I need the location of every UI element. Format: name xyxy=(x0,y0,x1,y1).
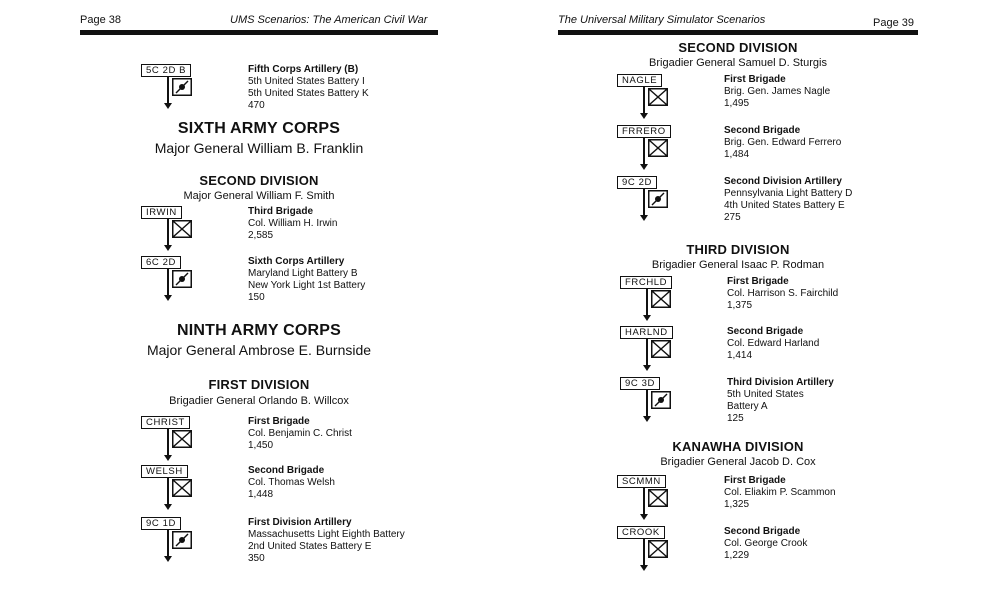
unit-strength: 275 xyxy=(724,212,741,223)
infantry-symbol-icon xyxy=(172,220,192,238)
unit-detail: 5th United States xyxy=(727,389,804,400)
unit-staff-arrow xyxy=(643,488,645,515)
artillery-symbol-icon xyxy=(172,78,192,96)
unit-strength: 1,484 xyxy=(724,149,750,160)
unit-entry xyxy=(620,326,950,372)
unit-staff-arrow xyxy=(643,87,645,114)
unit-name: Second Brigade xyxy=(727,326,804,337)
unit-entry xyxy=(141,64,481,110)
division-commander: Brigadier General Jacob D. Cox xyxy=(660,456,816,468)
division-title: SECOND DIVISION xyxy=(678,40,798,55)
division-title: SECOND DIVISION xyxy=(199,173,319,188)
unit-detail: Pennsylvania Light Battery D xyxy=(724,188,853,199)
unit-entry xyxy=(617,74,947,120)
infantry-symbol-icon xyxy=(648,540,668,558)
infantry-symbol-icon xyxy=(648,88,668,106)
unit-entry xyxy=(617,176,947,222)
division-title: KANAWHA DIVISION xyxy=(672,439,804,454)
infantry-symbol-icon xyxy=(172,479,192,497)
corps-commander: Major General William B. Franklin xyxy=(154,140,364,156)
unit-strength: 1,495 xyxy=(724,98,750,109)
infantry-symbol-icon xyxy=(648,489,668,507)
unit-entry xyxy=(617,526,947,572)
corps-commander: Major General Ambrose E. Burnside xyxy=(146,342,372,358)
unit-strength: 2,585 xyxy=(248,230,274,241)
division-title: FIRST DIVISION xyxy=(208,377,310,392)
unit-entry xyxy=(620,276,950,322)
unit-detail: Massachusetts Light Eighth Battery xyxy=(248,529,405,540)
unit-name: Second Brigade xyxy=(724,526,801,537)
unit-staff-arrow xyxy=(167,429,169,456)
unit-strength: 125 xyxy=(727,413,744,424)
header-rule xyxy=(558,30,918,35)
unit-counter-tag: 9C 2D xyxy=(617,176,657,189)
unit-entry xyxy=(141,517,481,563)
corps-title: NINTH ARMY CORPS xyxy=(176,322,342,339)
unit-name: First Brigade xyxy=(724,74,786,85)
unit-detail: Col. Eliakim P. Scammon xyxy=(724,487,836,498)
unit-detail: 5th United States Battery I xyxy=(248,76,365,87)
division-commander: Major General William F. Smith xyxy=(183,190,335,202)
artillery-symbol-icon xyxy=(172,531,192,549)
unit-counter-tag: CHRIST xyxy=(141,416,190,429)
unit-staff-arrow xyxy=(167,530,169,557)
unit-detail: New York Light 1st Battery xyxy=(248,280,366,291)
unit-detail: 4th United States Battery E xyxy=(724,200,845,211)
unit-name: Second Division Artillery xyxy=(724,176,842,187)
unit-strength: 150 xyxy=(248,292,265,303)
unit-name: Third Brigade xyxy=(248,206,314,217)
unit-detail: Col. Edward Harland xyxy=(727,338,820,349)
unit-detail: Col. William H. Irwin xyxy=(248,218,338,229)
running-title: The Universal Military Simulator Scenarios xyxy=(558,14,766,26)
unit-staff-arrow xyxy=(646,390,648,417)
unit-counter-tag: CROOK xyxy=(617,526,665,539)
page-number: Page 39 xyxy=(873,17,914,29)
unit-detail: Col. Benjamin C. Christ xyxy=(248,428,352,439)
unit-detail: Brig. Gen. James Nagle xyxy=(724,86,831,97)
unit-counter-tag: HARLND xyxy=(620,326,673,339)
unit-name: First Division Artillery xyxy=(248,517,352,528)
division-title: THIRD DIVISION xyxy=(686,242,790,257)
unit-strength: 1,448 xyxy=(248,489,274,500)
unit-staff-arrow xyxy=(167,77,169,104)
unit-staff-arrow xyxy=(646,289,648,316)
unit-detail: 2nd United States Battery E xyxy=(248,541,372,552)
unit-entry xyxy=(617,125,947,171)
unit-name: First Brigade xyxy=(727,276,789,287)
unit-staff-arrow xyxy=(643,138,645,165)
unit-detail: Col. George Crook xyxy=(724,538,808,549)
unit-counter-tag: 9C 3D xyxy=(620,377,660,390)
unit-detail: Col. Thomas Welsh xyxy=(248,477,335,488)
unit-entry xyxy=(141,416,481,462)
unit-name: Third Division Artillery xyxy=(727,377,834,388)
unit-name: Second Brigade xyxy=(248,465,325,476)
unit-staff-arrow xyxy=(643,539,645,566)
unit-counter-tag: WELSH xyxy=(141,465,188,478)
unit-strength: 470 xyxy=(248,100,265,111)
unit-strength: 350 xyxy=(248,553,265,564)
unit-entry xyxy=(617,475,947,521)
unit-name: First Brigade xyxy=(724,475,786,486)
unit-name: Fifth Corps Artillery (B) xyxy=(248,64,359,75)
unit-strength: 1,375 xyxy=(727,300,753,311)
artillery-symbol-icon xyxy=(648,190,668,208)
division-commander: Brigadier General Orlando B. Willcox xyxy=(169,395,349,407)
running-title: UMS Scenarios: The American Civil War xyxy=(230,14,428,26)
division-commander: Brigadier General Isaac P. Rodman xyxy=(651,259,825,271)
unit-staff-arrow xyxy=(167,478,169,505)
unit-staff-arrow xyxy=(167,219,169,246)
unit-detail: Maryland Light Battery B xyxy=(248,268,358,279)
unit-counter-tag: 9C 1D xyxy=(141,517,181,530)
infantry-symbol-icon xyxy=(172,430,192,448)
unit-name: Second Brigade xyxy=(724,125,801,136)
unit-strength: 1,229 xyxy=(724,550,750,561)
infantry-symbol-icon xyxy=(648,139,668,157)
unit-staff-arrow xyxy=(646,339,648,366)
unit-name: First Brigade xyxy=(248,416,310,427)
corps-title: SIXTH ARMY CORPS xyxy=(177,120,341,137)
unit-name: Sixth Corps Artillery xyxy=(248,256,345,267)
division-commander: Brigadier General Samuel D. Sturgis xyxy=(649,57,827,69)
unit-counter-tag: SCMMN xyxy=(617,475,666,488)
unit-staff-arrow xyxy=(167,269,169,296)
unit-entry xyxy=(141,206,481,252)
unit-entry xyxy=(141,465,481,511)
unit-detail: Battery A xyxy=(727,401,768,412)
unit-strength: 1,450 xyxy=(248,440,274,451)
unit-counter-tag: FRRERO xyxy=(617,125,671,138)
infantry-symbol-icon xyxy=(651,340,671,358)
unit-detail: 5th United States Battery K xyxy=(248,88,369,99)
unit-counter-tag: IRWIN xyxy=(141,206,182,219)
unit-entry xyxy=(141,256,481,302)
unit-strength: 1,325 xyxy=(724,499,750,510)
artillery-symbol-icon xyxy=(172,270,192,288)
page-number: Page 38 xyxy=(80,14,121,26)
unit-staff-arrow xyxy=(643,189,645,216)
artillery-symbol-icon xyxy=(651,391,671,409)
unit-detail: Col. Harrison S. Fairchild xyxy=(727,288,839,299)
unit-counter-tag: 6C 2D xyxy=(141,256,181,269)
unit-counter-tag: NAGLE xyxy=(617,74,662,87)
unit-strength: 1,414 xyxy=(727,350,753,361)
unit-counter-tag: 5C 2D B xyxy=(141,64,191,77)
unit-detail: Brig. Gen. Edward Ferrero xyxy=(724,137,842,148)
right-page xyxy=(500,0,1000,610)
header-rule xyxy=(80,30,438,35)
unit-entry xyxy=(620,377,950,423)
infantry-symbol-icon xyxy=(651,290,671,308)
unit-counter-tag: FRCHLD xyxy=(620,276,672,289)
